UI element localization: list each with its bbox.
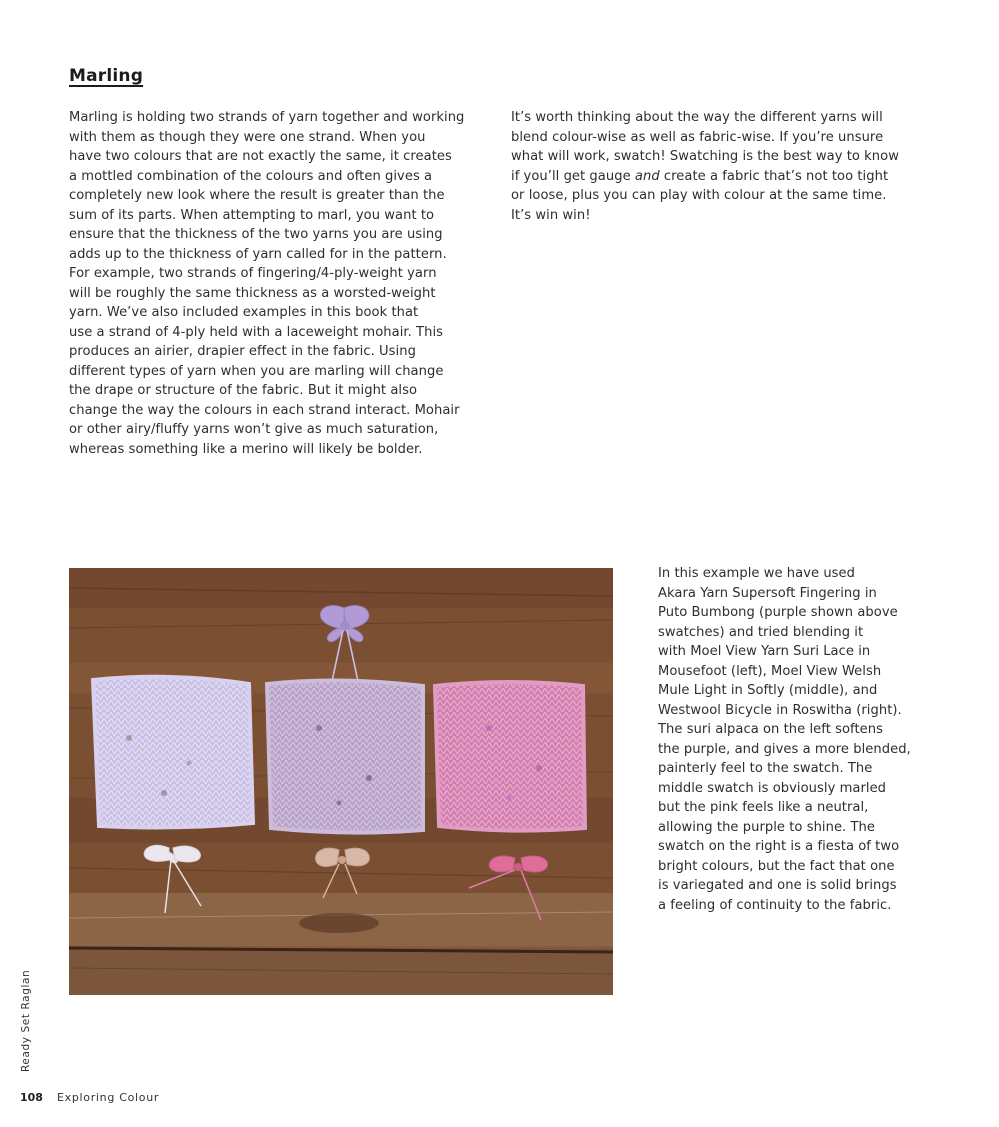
text-segment: if you’ll get gauge: [511, 168, 635, 184]
right-column-paragraph: [511, 108, 899, 225]
text-line: yarn. We’ve also included examples in this book that: [69, 305, 419, 320]
left-swatch: [93, 677, 253, 828]
text-line: sum of its parts. When attempting to marl, you want to: [69, 207, 435, 223]
text-line: the drape or structure of the fabric. But it might also: [69, 383, 418, 398]
text-line: swatch on the right is a fiesta of two: [658, 839, 900, 854]
text-line: Mousefoot (left), Moel View Welsh: [658, 663, 882, 679]
text-line: the purple, and gives a more blended,: [658, 741, 911, 757]
text-line: with them as though they were one strand. When you: [69, 129, 426, 145]
text-line: or loose, plus you can play with colour at the same time.: [511, 188, 887, 203]
text-line: whereas something like a merino will likely be bolder.: [69, 441, 423, 457]
text-line: In this example we have used: [658, 566, 856, 581]
text-line: Puto Bumbong (purple shown above: [658, 605, 898, 620]
text-line: use a strand of 4-ply held with a laceweight mohair. This: [69, 324, 444, 340]
text-line: but the pink feels like a neutral,: [658, 800, 869, 815]
text-line: It’s win win!: [511, 207, 591, 223]
text-line: Marling is holding two strands of yarn together and working: [69, 110, 465, 125]
page-number: 108: [20, 1091, 43, 1104]
text-line: Mule Light in Softly (middle), and: [658, 683, 878, 698]
middle-swatch: [267, 680, 423, 832]
text-line: what will work, swatch! Swatching is the best way to know: [511, 149, 899, 164]
text-line: [511, 167, 899, 187]
text-line: completely new look where the result is greater than the: [69, 188, 445, 203]
text-line: The suri alpaca on the left softens: [658, 722, 883, 737]
text-line: adds up to the thickness of yarn called for in the pattern.: [69, 246, 447, 262]
text-segment: create a fabric that’s not too tight: [659, 168, 889, 184]
text-line: blend colour-wise as well as fabric-wise. If you’re unsure: [511, 129, 884, 145]
text-line: a mottled combination of the colours and often gives a: [69, 168, 433, 184]
text-line: It’s worth thinking about the way the different yarns will: [511, 110, 883, 125]
photo-caption: [658, 564, 911, 915]
text-line: Westwool Bicycle in Roswitha (right).: [658, 702, 902, 718]
text-line: with Moel View Yarn Suri Lace in: [658, 644, 871, 659]
section-heading: Marling: [69, 66, 144, 86]
section-name: Exploring Colour: [56, 1091, 160, 1104]
right-swatch: [435, 682, 585, 831]
swatches-photo: [69, 568, 613, 995]
text-line: swatches) and tried blending it: [658, 624, 864, 640]
text-line: a feeling of continuity to the fabric.: [658, 897, 892, 913]
emphasis-text: and: [634, 168, 660, 184]
text-line: For example, two strands of fingering/4-ply-weight yarn: [69, 266, 437, 281]
text-line: or other airy/fluffy yarns won’t give as much saturation,: [69, 422, 439, 437]
text-line: middle swatch is obviously marled: [658, 780, 887, 796]
text-line: different types of yarn when you are marling will change: [69, 363, 444, 379]
page-footer: [20, 1091, 159, 1104]
text-line: painterly feel to the swatch. The: [658, 761, 873, 776]
text-line: allowing the purple to shine. The: [658, 819, 875, 835]
text-line: bright colours, but the fact that one: [658, 858, 895, 874]
text-line: is variegated and one is solid brings: [658, 878, 897, 893]
text-line: Akara Yarn Supersoft Fingering in: [658, 585, 877, 601]
text-line: will be roughly the same thickness as a worsted-weight: [69, 285, 436, 301]
text-line: change the way the colours in each strand interact. Mohair: [69, 402, 460, 418]
text-line: produces an airier, drapier effect in the fabric. Using: [69, 344, 416, 359]
text-line: have two colours that are not exactly the same, it creates: [69, 149, 452, 164]
left-column-paragraph: [69, 108, 464, 459]
book-title-side-label: Ready Set Raglan: [20, 969, 32, 1072]
text-line: ensure that the thickness of the two yarns you are using: [69, 227, 443, 242]
